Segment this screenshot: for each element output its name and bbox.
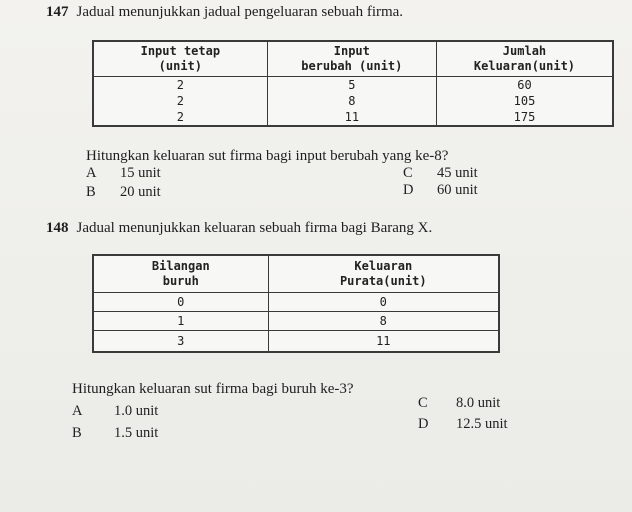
option-text: 20 unit xyxy=(120,184,161,200)
option-letter: B xyxy=(72,425,82,441)
table-header-row xyxy=(93,255,499,293)
table-cell: 2 xyxy=(93,109,267,126)
table-cell: 0 xyxy=(93,293,268,312)
option-letter: A xyxy=(86,165,97,181)
option-text: 8.0 unit xyxy=(456,395,501,411)
table-cell: 11 xyxy=(267,109,436,126)
table-row xyxy=(93,93,613,109)
option-b[interactable] xyxy=(72,425,158,442)
question-text: Jadual menunjukkan keluaran sebuah firma bagi Barang X. xyxy=(76,220,433,236)
option-letter: A xyxy=(72,403,83,419)
table-cell: 5 xyxy=(267,77,436,94)
table-row xyxy=(93,293,499,312)
option-text: 1.5 unit xyxy=(114,425,159,441)
table-cell: 105 xyxy=(436,93,613,109)
table-row xyxy=(93,77,613,94)
table-row xyxy=(93,312,499,331)
table-cell: 8 xyxy=(267,93,436,109)
table-header-cell: Keluaran Purata(unit) xyxy=(268,255,499,293)
option-text: 45 unit xyxy=(437,165,478,181)
question-number: 148 xyxy=(46,220,69,236)
table-row xyxy=(93,109,613,126)
option-a[interactable] xyxy=(86,165,161,182)
option-c[interactable] xyxy=(418,395,500,412)
option-letter: D xyxy=(403,182,414,198)
question-text: Jadual menunjukkan jadual pengeluaran sebuah firma. xyxy=(76,4,404,20)
question-number: 147 xyxy=(46,4,69,20)
table-header-cell: Input berubah (unit) xyxy=(267,41,436,77)
option-text: 1.0 unit xyxy=(114,403,159,419)
option-letter: C xyxy=(403,165,413,181)
option-c[interactable] xyxy=(403,165,478,182)
table-cell: 175 xyxy=(436,109,613,126)
table-header-row xyxy=(93,41,613,77)
option-text: 15 unit xyxy=(120,165,161,181)
q148-table xyxy=(92,254,500,353)
table-cell: 2 xyxy=(93,77,267,94)
option-text: 60 unit xyxy=(437,182,478,198)
table-header-cell: Input tetap (unit) xyxy=(93,41,267,77)
option-letter: B xyxy=(86,184,96,200)
table-header-cell: Bilangan buruh xyxy=(93,255,268,293)
option-b[interactable] xyxy=(86,184,161,201)
table-cell: 2 xyxy=(93,93,267,109)
option-d[interactable] xyxy=(403,182,478,199)
q147-table xyxy=(92,40,614,127)
table-cell: 1 xyxy=(93,312,268,331)
table-cell: 60 xyxy=(436,77,613,94)
question-147-prompt: Hitungkan keluaran sut firma bagi input berubah yang ke-8? xyxy=(86,148,449,164)
table-row xyxy=(93,331,499,353)
question-148-title xyxy=(46,219,432,237)
table-cell: 11 xyxy=(268,331,499,353)
option-letter: D xyxy=(418,416,429,432)
option-letter: C xyxy=(418,395,428,411)
option-a[interactable] xyxy=(72,403,158,420)
table-header-cell: Jumlah Keluaran(unit) xyxy=(436,41,613,77)
question-148-prompt: Hitungkan keluaran sut firma bagi buruh ke-3? xyxy=(72,381,354,397)
option-d[interactable] xyxy=(418,416,508,433)
table-cell: 8 xyxy=(268,312,499,331)
question-147-title xyxy=(46,3,403,21)
table-cell: 3 xyxy=(93,331,268,353)
option-text: 12.5 unit xyxy=(456,416,508,432)
table-cell: 0 xyxy=(268,293,499,312)
